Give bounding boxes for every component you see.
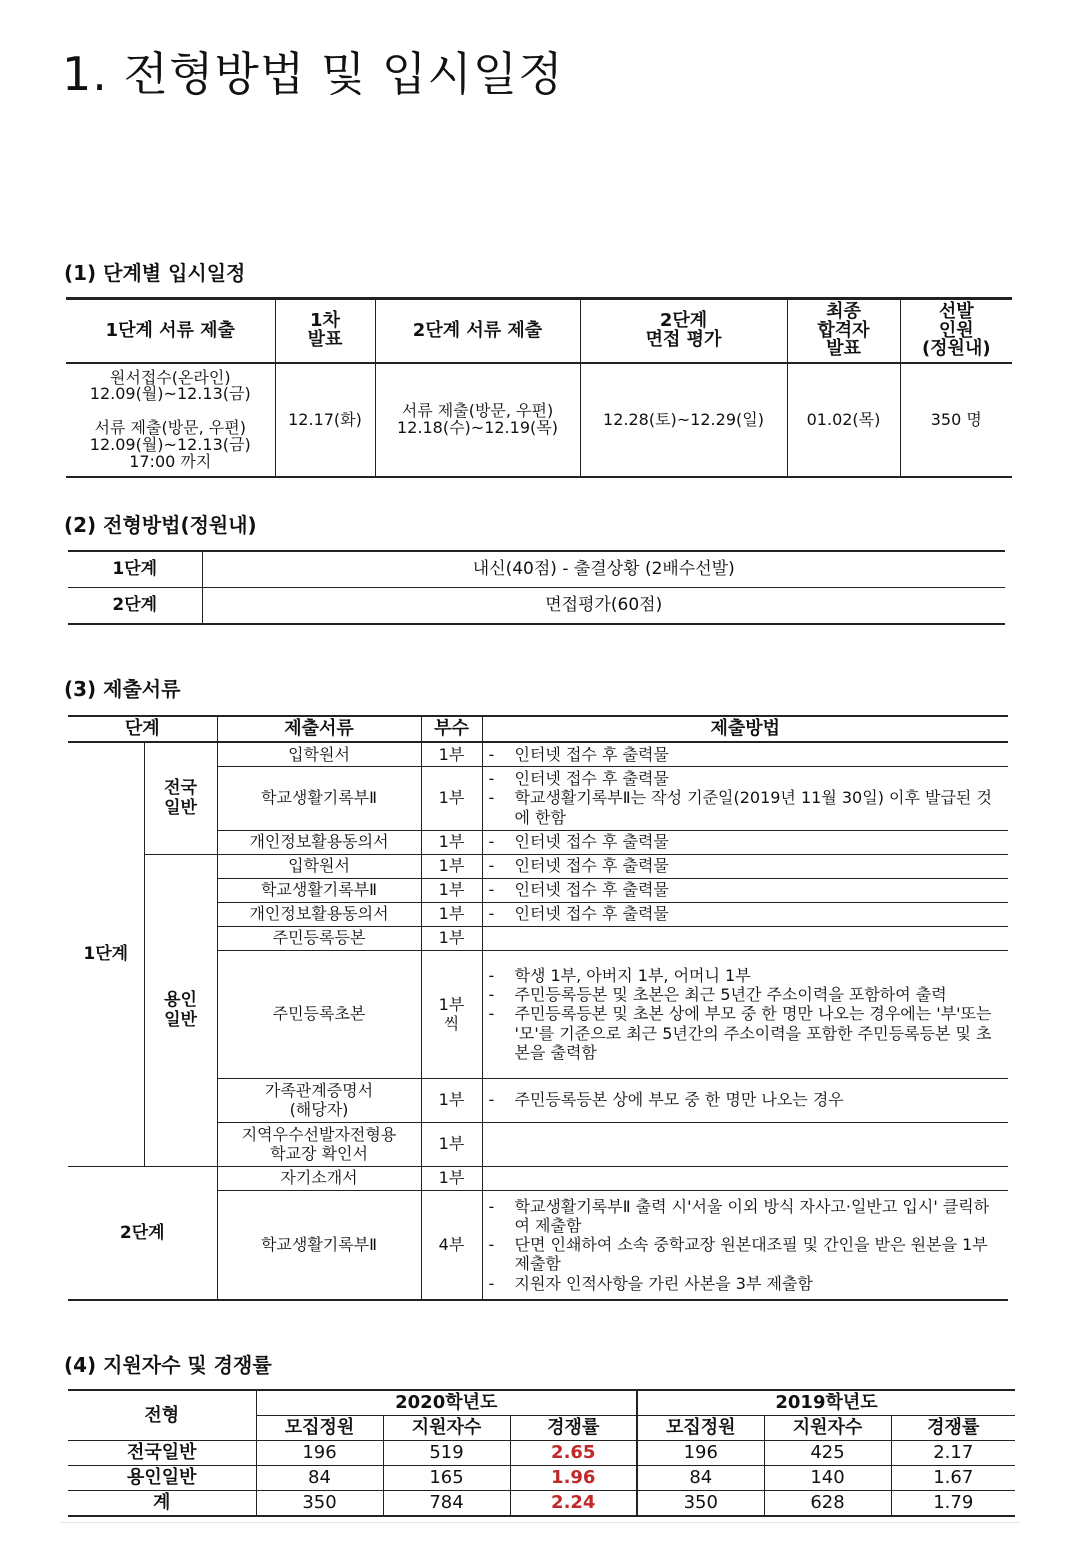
- documents-doc-name: 학교생활기록부Ⅱ: [217, 1190, 421, 1300]
- competition-row: [68, 1441, 1015, 1466]
- documents-doc-name: 입학원서: [217, 854, 421, 878]
- section-title-schedule: (1) 단계별 입시일정: [64, 261, 246, 285]
- documents-doc-name: 학교생활기록부Ⅱ: [217, 878, 421, 902]
- documents-method: [482, 878, 1008, 902]
- competition-row: [68, 1466, 1015, 1491]
- method-line: [489, 1235, 1005, 1273]
- competition-type: 전국일반: [68, 1441, 256, 1466]
- documents-doc-name: 주민등록등본: [217, 926, 421, 950]
- schedule-quota: 350 명: [900, 363, 1012, 477]
- method-stage-value: 면접평가(60점): [202, 588, 1005, 625]
- documents-method: [482, 854, 1008, 878]
- documents-doc-name: 가족관계증명서 (해당자): [217, 1078, 421, 1122]
- competition-quota: 196: [637, 1441, 764, 1466]
- documents-doc-count: 1부: [421, 1122, 482, 1166]
- method-bullet: -: [488, 1235, 495, 1255]
- documents-stage-label: 2단계: [68, 1166, 217, 1300]
- documents-method: [482, 1078, 1008, 1122]
- method-text: 인터넷 접수 후 출력물: [514, 744, 669, 764]
- method-text: 인터넷 접수 후 출력물: [514, 880, 669, 900]
- method-text: 주민등록등본 및 초본 상에 부모 중 한 명만 나오는 경우에는 '부'또는 '모'를 기준으로 최근 5년간의 주소이력을 포함한 주민등록등본 및 초본을 출력함: [514, 1004, 992, 1062]
- competition-ratio: 1.79: [891, 1491, 1015, 1517]
- method-line: [489, 880, 1005, 899]
- documents-doc-count: 1부: [421, 830, 482, 854]
- method-text: 지원자 인적사항을 가린 사본을 3부 제출함: [514, 1273, 813, 1293]
- competition-quota: 350: [637, 1491, 764, 1517]
- method-line: [489, 1004, 1005, 1062]
- documents-method: [482, 950, 1008, 1078]
- method-row: [68, 551, 1005, 588]
- competition-ratio: 2.65: [510, 1441, 637, 1466]
- competition-quota: 196: [256, 1441, 383, 1466]
- method-bullet: -: [488, 1196, 495, 1216]
- schedule-header: 1차 발표: [275, 299, 375, 364]
- documents-method: [482, 742, 1008, 766]
- method-text: 인터넷 접수 후 출력물: [514, 856, 669, 876]
- method-line: [489, 745, 1005, 764]
- method-line: [489, 904, 1005, 923]
- competition-applicants: 140: [764, 1466, 891, 1491]
- competition-type-header: 전형: [68, 1390, 256, 1441]
- method-line: [489, 1274, 1005, 1293]
- method-bullet: -: [488, 880, 495, 900]
- documents-doc-count: 1부: [421, 766, 482, 830]
- method-bullet: -: [488, 788, 495, 808]
- competition-ratio: 2.17: [891, 1441, 1015, 1466]
- schedule-stage1: 원서접수(온라인) 12.09(월)~12.13(금) 서류 제출(방문, 우편) 12.09(월)~12.13(금) 17:00 까지: [89, 367, 251, 471]
- method-bullet: -: [488, 1273, 495, 1293]
- documents-doc-count: 4부: [421, 1190, 482, 1300]
- method-table: [68, 550, 1005, 625]
- method-bullet: -: [488, 856, 495, 876]
- competition-applicants: 628: [764, 1491, 891, 1517]
- schedule-header-row: [66, 299, 1012, 364]
- method-text: 학교생활기록부Ⅱ는 작성 기준일(2019년 11월 30일) 이후 발급된 것에 한함: [514, 788, 992, 827]
- method-bullet: -: [488, 769, 495, 789]
- method-line: [489, 966, 1005, 985]
- schedule-row: [66, 363, 1012, 477]
- competition-year-2020: 2020학년도: [256, 1390, 637, 1416]
- competition-row: [68, 1491, 1015, 1517]
- method-bullet: -: [488, 832, 495, 852]
- section-title-competition: (4) 지원자수 및 경쟁률: [64, 1353, 272, 1377]
- method-text: 인터넷 접수 후 출력물: [514, 904, 669, 924]
- documents-doc-name: 지역우수선발자전형용 학교장 확인서: [217, 1122, 421, 1166]
- documents-method: [482, 926, 1008, 950]
- competition-ratio: 1.67: [891, 1466, 1015, 1491]
- documents-doc-count: 1부: [421, 926, 482, 950]
- documents-doc-name: 자기소개서: [217, 1166, 421, 1190]
- competition-type: 계: [68, 1491, 256, 1517]
- documents-doc-name: 개인정보활용동의서: [217, 830, 421, 854]
- method-bullet: -: [488, 904, 495, 924]
- schedule-announce1: 12.17(화): [275, 363, 375, 477]
- competition-applicants: 165: [383, 1466, 510, 1491]
- competition-ratio: 1.96: [510, 1466, 637, 1491]
- page-title: 1. 전형방법 및 입시일정: [62, 47, 564, 101]
- method-line: [489, 1197, 1005, 1235]
- documents-method: [482, 766, 1008, 830]
- documents-doc-name: 주민등록초본: [217, 950, 421, 1078]
- method-bullet: -: [488, 1004, 495, 1024]
- method-line: [489, 832, 1005, 851]
- method-bullet: -: [488, 744, 495, 764]
- method-line: [489, 856, 1005, 875]
- documents-header: 단계: [68, 716, 217, 742]
- competition-subheader: 지원자수: [764, 1416, 891, 1441]
- documents-doc-count: 1부 씩: [421, 950, 482, 1078]
- method-bullet: -: [488, 985, 495, 1005]
- documents-row: [68, 742, 1008, 766]
- competition-applicants: 784: [383, 1491, 510, 1517]
- documents-header: 부수: [421, 716, 482, 742]
- documents-method: [482, 830, 1008, 854]
- documents-header: 제출방법: [482, 716, 1008, 742]
- competition-table: [68, 1389, 1015, 1517]
- method-text: 인터넷 접수 후 출력물: [514, 769, 669, 789]
- documents-doc-count: 1부: [421, 742, 482, 766]
- documents-doc-name: 개인정보활용동의서: [217, 902, 421, 926]
- method-stage-value: 내신(40점) - 출결상황 (2배수선발): [472, 559, 735, 580]
- method-text: 주민등록등본 및 초본은 최근 5년간 주소이력을 포함하여 출력: [514, 985, 947, 1005]
- documents-header-row: [68, 716, 1008, 742]
- method-row: [68, 588, 1005, 625]
- schedule-interview: 12.28(토)~12.29(일): [580, 363, 787, 477]
- documents-doc-count: 1부: [421, 878, 482, 902]
- documents-row: [68, 1166, 1008, 1190]
- method-stage-label: 1단계: [68, 551, 202, 588]
- method-line: [489, 788, 1005, 826]
- competition-type: 용인일반: [68, 1466, 256, 1491]
- schedule-stage2: 서류 제출(방문, 우편) 12.18(수)~12.19(목): [375, 363, 580, 477]
- competition-applicants: 519: [383, 1441, 510, 1466]
- schedule-final: 01.02(목): [787, 363, 900, 477]
- competition-subheader: 모집정원: [256, 1416, 383, 1441]
- schedule-header: 2단계 면접 평가: [580, 299, 787, 364]
- method-stage-label: 2단계: [68, 588, 202, 625]
- documents-group-national: 전국 일반: [144, 742, 217, 854]
- competition-subheader: 지원자수: [383, 1416, 510, 1441]
- competition-subheader: 경쟁률: [510, 1416, 637, 1441]
- competition-subheader: 모집정원: [637, 1416, 764, 1441]
- documents-doc-count: 1부: [421, 854, 482, 878]
- method-text: 학생 1부, 아버지 1부, 어머니 1부: [514, 966, 751, 986]
- schedule-header: 1단계 서류 제출: [66, 299, 275, 364]
- documents-table: [68, 715, 1008, 1301]
- section-title-method: (2) 전형방법(정원내): [64, 513, 257, 537]
- schedule-header: 2단계 서류 제출: [375, 299, 580, 364]
- method-line: [489, 1090, 1005, 1109]
- competition-quota: 350: [256, 1491, 383, 1517]
- schedule-header: 최종 합격자 발표: [787, 299, 900, 364]
- competition-ratio: 2.24: [510, 1491, 637, 1517]
- competition-applicants: 425: [764, 1441, 891, 1466]
- method-text: 인터넷 접수 후 출력물: [514, 832, 669, 852]
- schedule-header: 선발 인원 (정원내): [900, 299, 1012, 364]
- method-bullet: -: [488, 1090, 495, 1110]
- schedule-table: [66, 297, 1012, 478]
- documents-method: [482, 1166, 1008, 1190]
- method-text: 단면 인쇄하여 소속 중학교장 원본대조필 및 간인을 받은 원본을 1부 제출함: [514, 1235, 988, 1274]
- documents-doc-count: 1부: [421, 1166, 482, 1190]
- method-text: 학교생활기록부Ⅱ 출력 시'서울 이외 방식 자사고·일반고 입시' 클릭하여 제출함: [514, 1196, 990, 1235]
- method-text: 주민등록등본 상에 부모 중 한 명만 나오는 경우: [514, 1090, 844, 1110]
- section-title-documents: (3) 제출서류: [64, 677, 181, 701]
- competition-quota: 84: [637, 1466, 764, 1491]
- documents-doc-name: 입학원서: [217, 742, 421, 766]
- documents-group-yongin: 용인 일반: [144, 854, 217, 1166]
- documents-method: [482, 1190, 1008, 1300]
- method-line: [489, 985, 1005, 1004]
- documents-doc-name: 학교생활기록부Ⅱ: [217, 766, 421, 830]
- method-line: [489, 769, 1005, 788]
- documents-header: 제출서류: [217, 716, 421, 742]
- documents-row: [68, 854, 1008, 878]
- competition-year-2019: 2019학년도: [637, 1390, 1015, 1416]
- documents-doc-count: 1부: [421, 1078, 482, 1122]
- competition-subheader: 경쟁률: [891, 1416, 1015, 1441]
- competition-header-row: [68, 1390, 1015, 1416]
- documents-method: [482, 1122, 1008, 1166]
- footer-divider: [60, 1522, 1020, 1523]
- documents-stage-label: 1단계: [68, 742, 144, 1166]
- competition-quota: 84: [256, 1466, 383, 1491]
- documents-doc-count: 1부: [421, 902, 482, 926]
- method-bullet: -: [488, 966, 495, 986]
- documents-method: [482, 902, 1008, 926]
